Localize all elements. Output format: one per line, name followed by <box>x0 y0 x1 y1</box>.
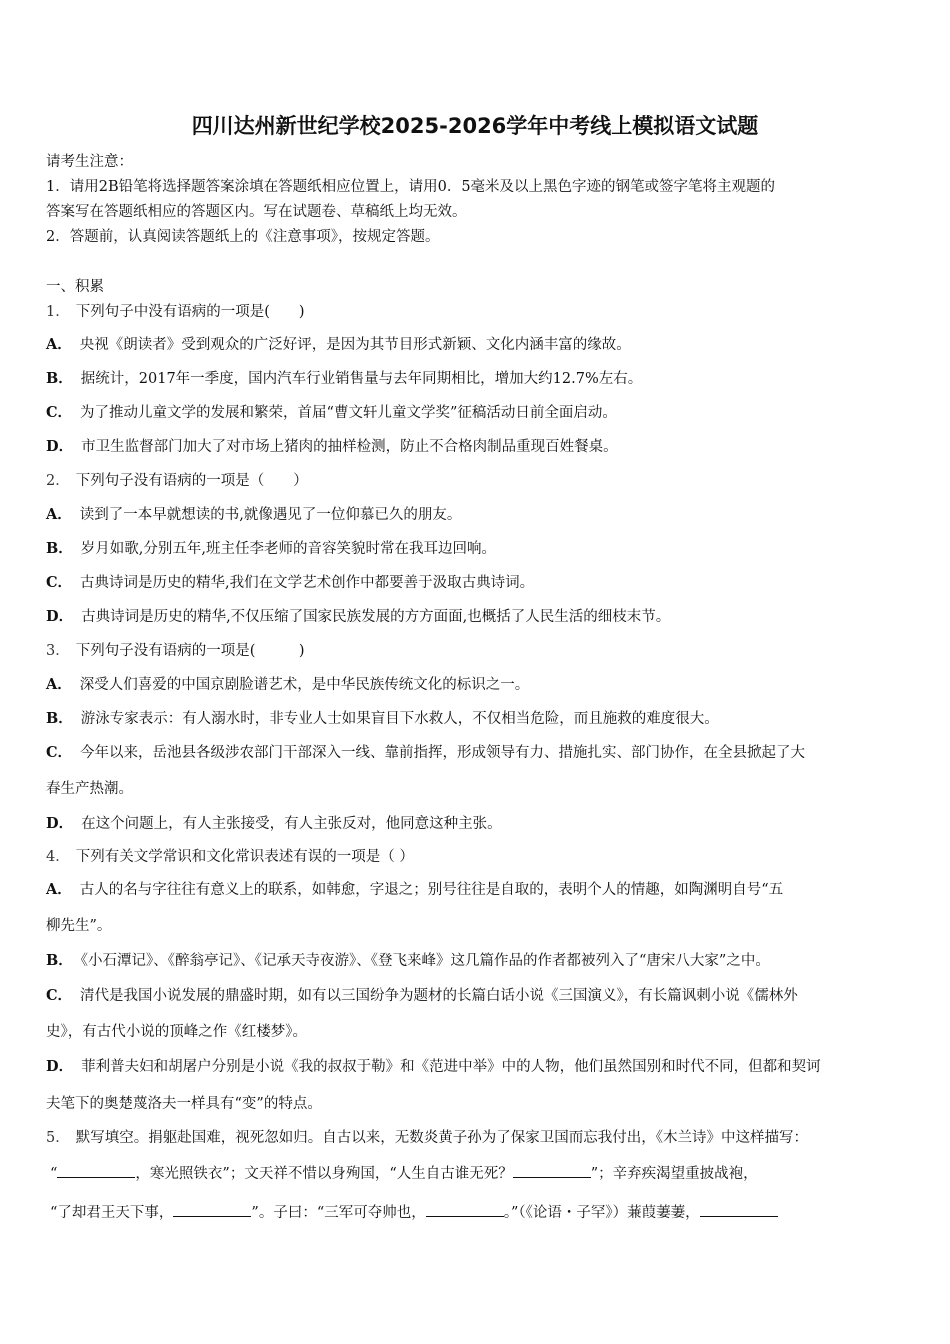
q5-text: ，寒光照铁衣”；文天祥不惜以身殉国，“人生自古谁无死？ <box>135 1166 513 1182</box>
q3-option-a <box>46 675 916 695</box>
option-label: D． <box>46 438 74 455</box>
question-2 <box>46 471 916 491</box>
question-stem: 下列句子没有语病的一项是( ) <box>75 643 305 659</box>
q5-text: “了却君王天下事， <box>50 1205 174 1221</box>
option-label: B． <box>46 540 73 557</box>
option-label: A． <box>46 676 72 693</box>
option-label: C． <box>46 744 73 761</box>
question-4 <box>46 847 916 867</box>
question-number: 4． <box>46 849 70 865</box>
question-number: 1． <box>46 304 70 320</box>
question-5 <box>46 1128 916 1148</box>
q3-option-c <box>46 743 916 763</box>
question-number: 5． <box>46 1130 70 1146</box>
option-label: D． <box>46 815 74 832</box>
option-text: 深受人们喜爱的中国京剧脸谱艺术，是中华民族传统文化的标识之一。 <box>79 677 530 693</box>
option-label: B． <box>46 710 73 727</box>
question-stem: 下列句子中没有语病的一项是( ) <box>75 304 305 320</box>
q1-option-d <box>46 437 916 457</box>
question-stem: 下列有关文学常识和文化常识表述有误的一项是（ ） <box>75 849 414 865</box>
option-label: B． <box>46 370 73 387</box>
notice-item-1-line-2: 答案写在答题纸相应的答题区内。写在试题卷、草稿纸上均无效。 <box>46 204 467 220</box>
q4-option-c <box>46 986 916 1006</box>
option-text: 古典诗词是历史的精华,我们在文学艺术创作中都要善于汲取古典诗词。 <box>80 575 535 591</box>
notice-item-1-line-1: 1．请用2B铅笔将选择题答案涂填在答题纸相应位置上，请用0．5毫米及以上黑色字迹的钢笔或签字笔将主观题的 <box>46 179 776 195</box>
fill-blank-1[interactable] <box>57 1163 135 1178</box>
option-label: D． <box>46 608 74 625</box>
option-text: 古人的名与字往往有意义上的联系，如韩愈，字退之；别号往往是自取的，表明个人的情趣，如陶渊明自号“五 <box>79 882 784 898</box>
q4-option-d <box>46 1057 916 1077</box>
option-text: 《小石潭记》、《醉翁亭记》、《记承天寺夜游》、《登飞来峰》这几篇作品的作者都被列入了“唐宋八大家”之中。 <box>80 953 770 969</box>
option-label: B． <box>46 952 73 969</box>
q2-option-d <box>46 607 916 627</box>
q2-option-c <box>46 573 916 593</box>
option-text: 据统计，2017年一季度，国内汽车行业销售量与去年同期相比，增加大约12.7%左右。 <box>80 371 643 387</box>
option-label: A． <box>46 506 72 523</box>
question-1 <box>46 302 916 322</box>
q5-line-2 <box>50 1163 920 1184</box>
notice-heading: 请考生注意： <box>46 154 133 170</box>
option-text: 读到了一本早就想读的书,就像遇见了一位仰慕已久的朋友。 <box>79 507 462 523</box>
question-stem: 下列句子没有语病的一项是（ ） <box>75 473 308 489</box>
q1-option-c <box>46 403 916 423</box>
page-title: 四川达州新世纪学校2025-2026学年中考线上模拟语文试题 <box>191 114 759 138</box>
option-label: D． <box>46 1058 74 1075</box>
option-label: C． <box>46 987 73 1004</box>
q4-option-b <box>46 951 916 971</box>
q4-option-a-continued: 柳先生”。 <box>46 918 112 934</box>
q5-text: 。”（《论语・子罕》）蒹葭萋萋， <box>503 1205 700 1221</box>
fill-blank-4[interactable] <box>426 1202 504 1217</box>
option-label: A． <box>46 881 72 898</box>
q5-text: ”。子曰：“三军可夺帅也， <box>251 1205 426 1221</box>
q3-option-b <box>46 709 916 729</box>
option-label: C． <box>46 404 73 421</box>
option-text: 市卫生监督部门加大了对市场上猪肉的抽样检测，防止不合格肉制品重现百姓餐桌。 <box>81 439 618 455</box>
q4-option-a <box>46 880 916 900</box>
q2-option-b <box>46 539 916 559</box>
question-stem: 默写填空。捐躯赴国难，视死忽如归。自古以来，无数炎黄子孙为了保家卫国而忘我付出，《木兰诗》中这样描写： <box>75 1130 808 1146</box>
option-text: 今年以来，岳池县各级涉农部门干部深入一线、靠前指挥，形成领导有力、措施扎实、部门协作，在全县掀起了大 <box>80 745 806 761</box>
option-text: 古典诗词是历史的精华,不仅压缩了国家民族发展的方方面面,也概括了人民生活的细枝末节。 <box>81 609 671 625</box>
q4-option-d-continued: 夫笔下的奥楚蔑洛夫一样具有“变”的特点。 <box>46 1096 322 1112</box>
option-text: 岁月如歌,分别五年,班主任李老师的音容笑貌时常在我耳边回响。 <box>80 541 496 557</box>
option-text: 为了推动儿童文学的发展和繁荣，首届“曹文轩儿童文学奖”征稿活动日前全面启动。 <box>80 405 617 421</box>
option-text: 游泳专家表示：有人溺水时，非专业人士如果盲目下水救人，不仅相当危险，而且施救的难度很大。 <box>80 711 719 727</box>
option-text: 清代是我国小说发展的鼎盛时期，如有以三国纷争为题材的长篇白话小说《三国演义》，有长篇讽刺小说《儒林外 <box>80 988 798 1004</box>
option-text: 菲利普夫妇和胡屠户分别是小说《我的叔叔于勒》和《范进中举》中的人物，他们虽然国别和时代不同，但都和契诃 <box>81 1059 821 1075</box>
section-heading: 一、积累 <box>46 279 104 295</box>
option-text: 央视《朗读者》受到观众的广泛好评，是因为其节目形式新颖、文化内涵丰富的缘故。 <box>79 337 631 353</box>
q2-option-a <box>46 505 916 525</box>
q3-option-c-continued: 春生产热潮。 <box>46 781 133 797</box>
fill-blank-5[interactable] <box>700 1202 778 1217</box>
q1-option-b <box>46 369 916 389</box>
option-label: C． <box>46 574 73 591</box>
q1-option-a <box>46 335 916 355</box>
fill-blank-3[interactable] <box>173 1202 251 1217</box>
option-text: 在这个问题上，有人主张接受，有人主张反对，他同意这种主张。 <box>81 816 502 832</box>
question-number: 3． <box>46 643 70 659</box>
q5-line-3 <box>50 1202 920 1223</box>
option-label: A． <box>46 336 72 353</box>
fill-blank-2[interactable] <box>513 1163 591 1178</box>
q5-text: “ <box>50 1166 58 1182</box>
q3-option-d <box>46 814 916 834</box>
question-number: 2． <box>46 473 70 489</box>
notice-item-2: 2．答题前，认真阅读答题纸上的《注意事项》，按规定答题。 <box>46 229 440 245</box>
q4-option-c-continued: 史》，有古代小说的顶峰之作《红楼梦》。 <box>46 1024 307 1040</box>
q5-text: ”；辛弃疾渴望重披战袍， <box>590 1166 758 1182</box>
question-3 <box>46 641 916 661</box>
